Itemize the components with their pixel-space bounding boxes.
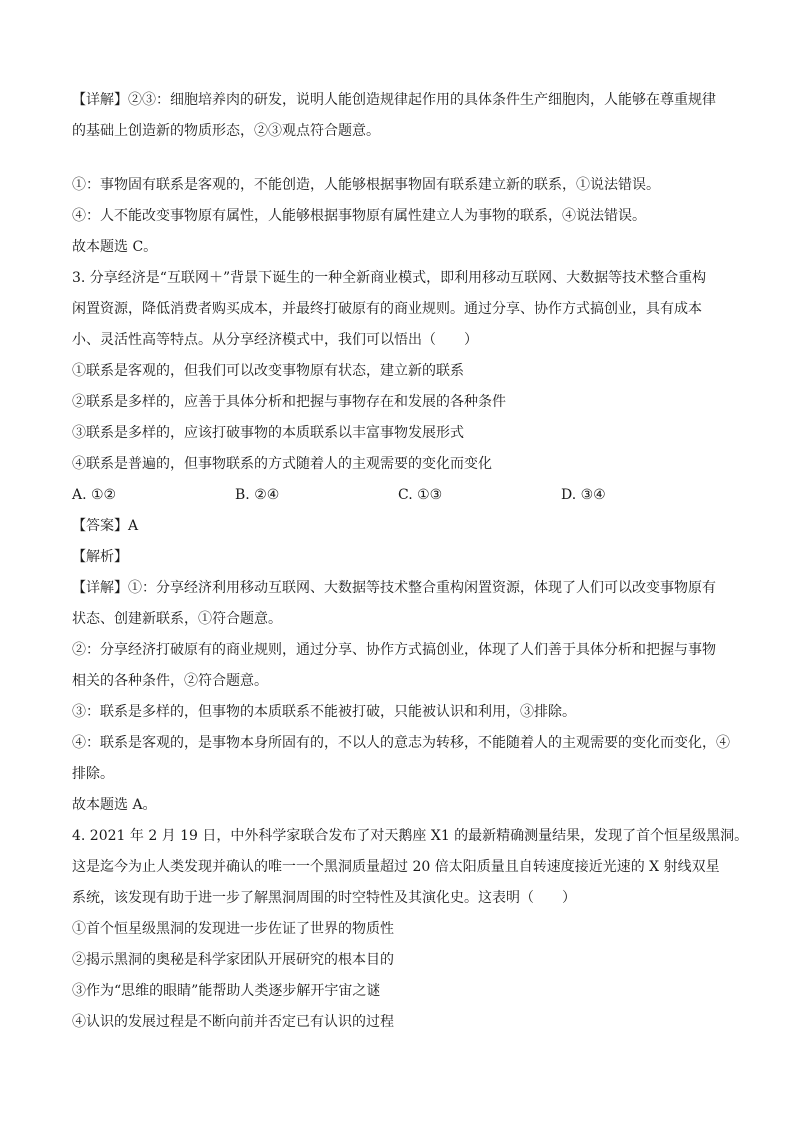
question-3-stem-2: 闲置资源，降低消费者购买成本，并最终打破原有的商业规则。通过分享、协作方式搞创业，具有成本 xyxy=(72,301,702,317)
statement-4: ④联系是普遍的，但事物联系的方式随着人的主观需要的变化而变化 xyxy=(72,456,492,472)
detail-line-4: 相关的各种条件，②符合题意。 xyxy=(72,673,268,689)
answer-options xyxy=(72,485,724,505)
option-c: C. ①③ xyxy=(398,487,443,503)
question-3-stem-3: 小、灵活性高等特点。从分享经济模式中，我们可以悟出（ ） xyxy=(72,332,478,348)
analysis-label: 【解析】 xyxy=(72,549,128,565)
option-d: D. ③④ xyxy=(561,487,606,503)
text-line-2: 的基础上创造新的物质形态，②③观点符合题意。 xyxy=(72,123,380,139)
document-page xyxy=(72,90,749,1032)
statement-3: ③联系是多样的，应该打破事物的本质联系以丰富事物发展形式 xyxy=(72,425,464,441)
question-3-stem-1: 3. 分享经济是“互联网＋”背景下诞生的一种全新商业模式，即利用移动互联网、大数据等技术整合重构 xyxy=(72,270,707,286)
detail-line-8: 故本题选 A。 xyxy=(72,797,157,813)
text-line-4: ④：人不能改变事物原有属性，人能够根据事物原有属性建立人为事物的联系，④说法错误。 xyxy=(72,208,646,224)
detail-line-5: ③：联系是多样的，但事物的本质联系不能被打破，只能被认识和利用，③排除。 xyxy=(72,704,576,720)
question-4-stem-3: 系统，该发现有助于进一步了解黑洞周围的时空特性及其演化史。这表明（ ） xyxy=(72,890,576,906)
q4-statement-1: ①首个恒星级黑洞的发现进一步佐证了世界的物质性 xyxy=(72,921,394,937)
option-b: B. ②④ xyxy=(235,487,280,503)
question-4-stem-1: 4. 2021 年 2 月 19 日，中外科学家联合发布了对天鹅座 X1 的最新精确测量结果，发现了首个恒星级黑洞。 xyxy=(72,828,749,844)
text-line-5: 故本题选 C。 xyxy=(72,239,158,255)
detail-line-3: ②：分享经济打破原有的商业规则，通过分享、协作方式搞创业，体现了人们善于具体分析和把握与事物 xyxy=(72,642,716,658)
question-4-stem-2: 这是迄今为止人类发现并确认的唯一一个黑洞质量超过 20 倍太阳质量且自转速度接近光速的 X 射线双星 xyxy=(72,859,720,875)
statement-1: ①联系是客观的，但我们可以改变事物原有状态，建立新的联系 xyxy=(72,363,464,379)
text-line-1: 【详解】②③：细胞培养肉的研发，说明人能创造规律起作用的具体条件生产细胞肉，人能够在尊重规律 xyxy=(72,92,716,108)
q4-statement-4: ④认识的发展过程是不断向前并否定已有认识的过程 xyxy=(72,1014,394,1030)
option-a: A. ①② xyxy=(72,487,117,503)
detail-line-7: 排除。 xyxy=(72,766,114,782)
statement-2: ②联系是多样的，应善于具体分析和把握与事物存在和发展的各种条件 xyxy=(72,394,506,410)
answer-label: 【答案】A xyxy=(72,518,139,534)
q4-statement-2: ②揭示黑洞的奥秘是科学家团队开展研究的根本目的 xyxy=(72,952,394,968)
detail-line-6: ④：联系是客观的，是事物本身所固有的，不以人的意志为转移，不能随着人的主观需要的变化而变化，④ xyxy=(72,735,730,751)
text-line-3: ①：事物固有联系是客观的，不能创造，人能够根据事物固有联系建立新的联系，①说法错误。 xyxy=(72,177,660,193)
detail-line-1: 【详解】①：分享经济利用移动互联网、大数据等技术整合重构闲置资源，体现了人们可以改变事物原有 xyxy=(72,580,716,596)
detail-line-2: 状态、创建新联系，①符合题意。 xyxy=(72,611,282,627)
q4-statement-3: ③作为“思维的眼睛”能帮助人类逐步解开宇宙之谜 xyxy=(72,983,381,999)
